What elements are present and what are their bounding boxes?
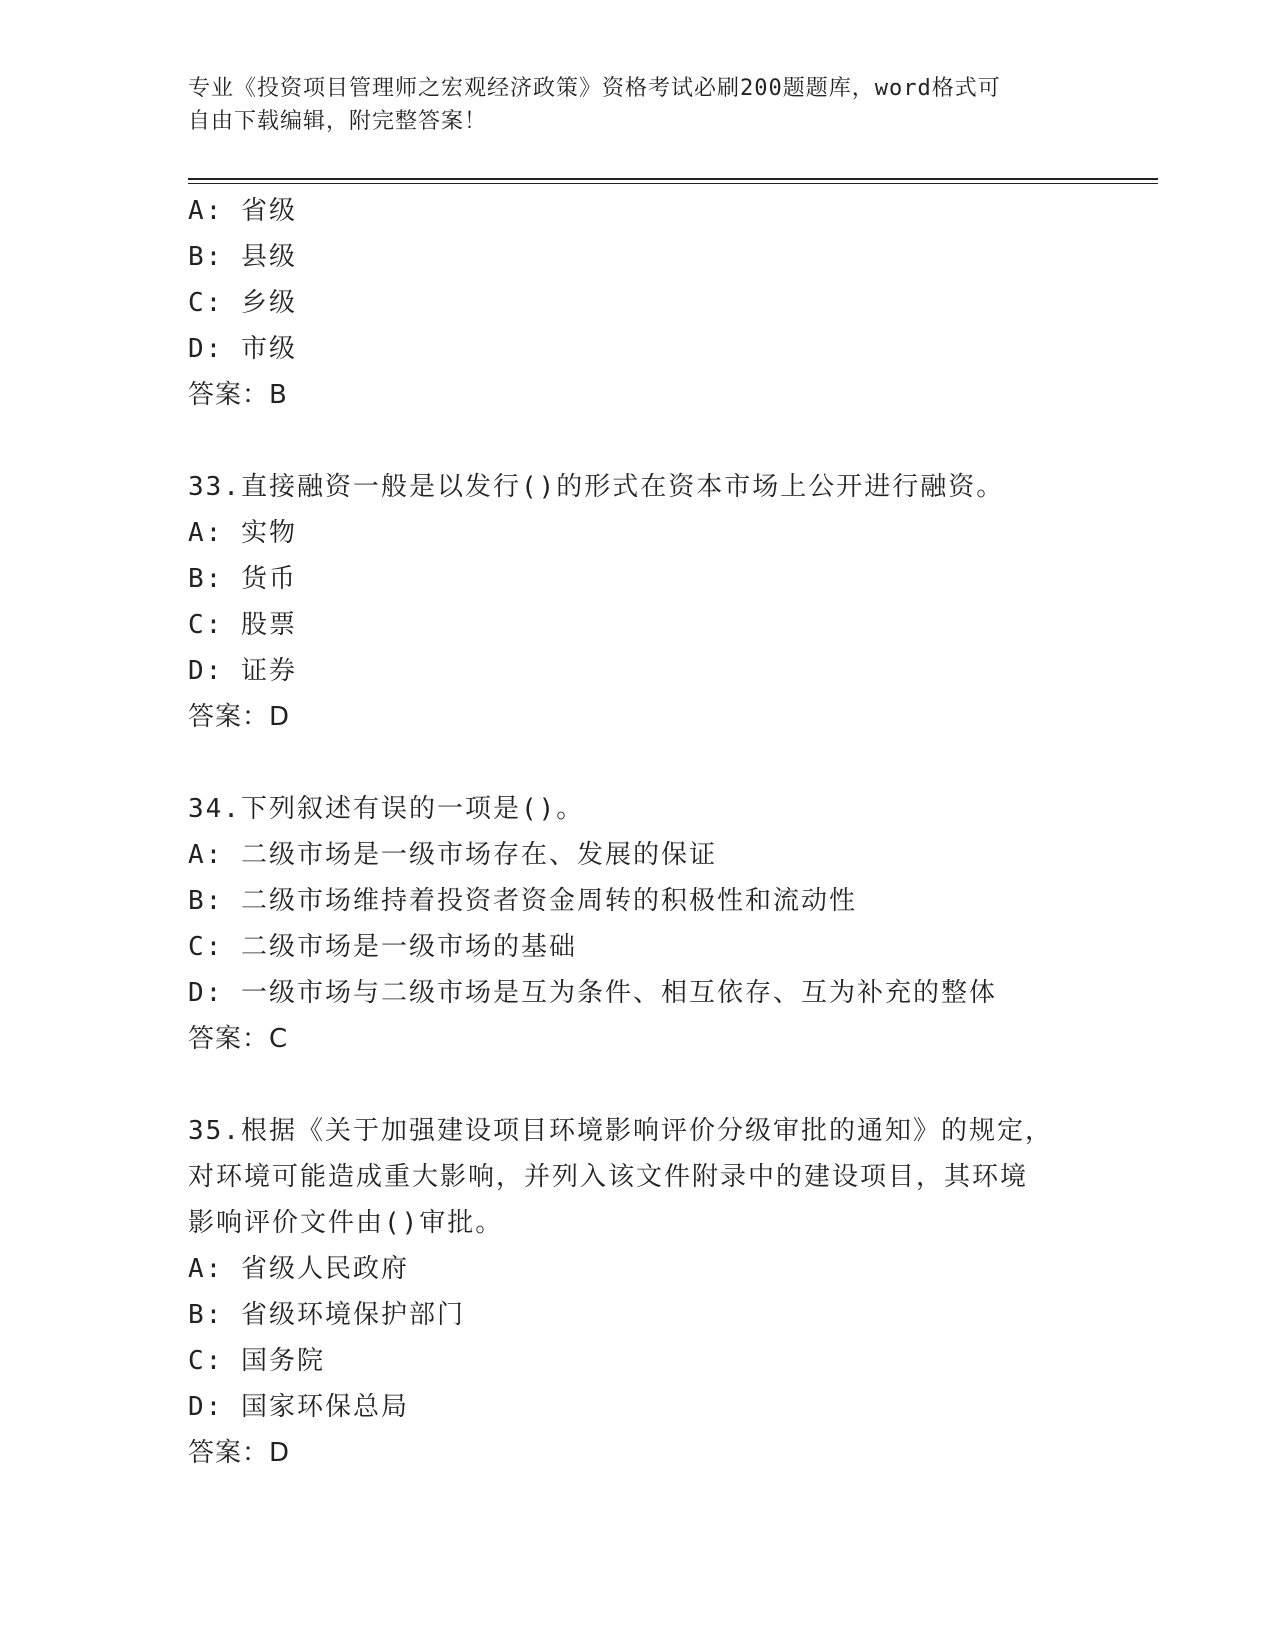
question-34 (188, 786, 1088, 1062)
question-list (188, 188, 1088, 1476)
spacer (188, 1062, 1088, 1108)
option-c: C: 乡级 (188, 288, 297, 318)
answer: 答案：B (188, 380, 288, 410)
option-c: C: 国务院 (188, 1346, 325, 1376)
option-a: A: 省级人民政府 (188, 1254, 409, 1284)
option-c: C: 二级市场是一级市场的基础 (188, 932, 577, 962)
question-33 (188, 464, 1088, 740)
option-d: D: 国家环保总局 (188, 1392, 409, 1422)
option-a: A: 二级市场是一级市场存在、发展的保证 (188, 840, 717, 870)
question-text: 34.下列叙述有误的一项是()。 (188, 794, 585, 824)
answer: 答案：C (188, 1024, 289, 1054)
question-text-line-3: 影响评价文件由()审批。 (188, 1208, 504, 1238)
question-text: 33.直接融资一般是以发行()的形式在资本市场上公开进行融资。 (188, 472, 1005, 502)
option-b: B: 县级 (188, 242, 297, 272)
option-b: B: 货币 (188, 564, 297, 594)
spacer (188, 418, 1088, 464)
option-c: C: 股票 (188, 610, 297, 640)
option-d: D: 市级 (188, 334, 297, 364)
question-32 (188, 188, 1088, 418)
header-divider-thin (188, 183, 1158, 184)
document-header (188, 72, 1068, 138)
option-b: B: 二级市场维持着投资者资金周转的积极性和流动性 (188, 886, 857, 916)
option-b: B: 省级环境保护部门 (188, 1300, 465, 1330)
option-d: D: 一级市场与二级市场是互为条件、相互依存、互为补充的整体 (188, 978, 997, 1008)
question-text-line-1: 35.根据《关于加强建设项目环境影响评价分级审批的通知》的规定， (188, 1116, 1053, 1146)
header-divider-thick (188, 178, 1158, 180)
answer: 答案：D (188, 1438, 291, 1468)
question-35 (188, 1108, 1088, 1476)
option-a: A: 省级 (188, 196, 297, 226)
option-d: D: 证券 (188, 656, 297, 686)
spacer (188, 740, 1088, 786)
header-line-1: 专业《投资项目管理师之宏观经济政策》资格考试必刷200题题库，word格式可 (188, 76, 1001, 101)
option-a: A: 实物 (188, 518, 297, 548)
question-text-line-2: 对环境可能造成重大影响，并列入该文件附录中的建设项目，其环境 (188, 1162, 1029, 1192)
header-line-2: 自由下载编辑，附完整答案！ (188, 109, 488, 134)
answer: 答案：D (188, 702, 291, 732)
